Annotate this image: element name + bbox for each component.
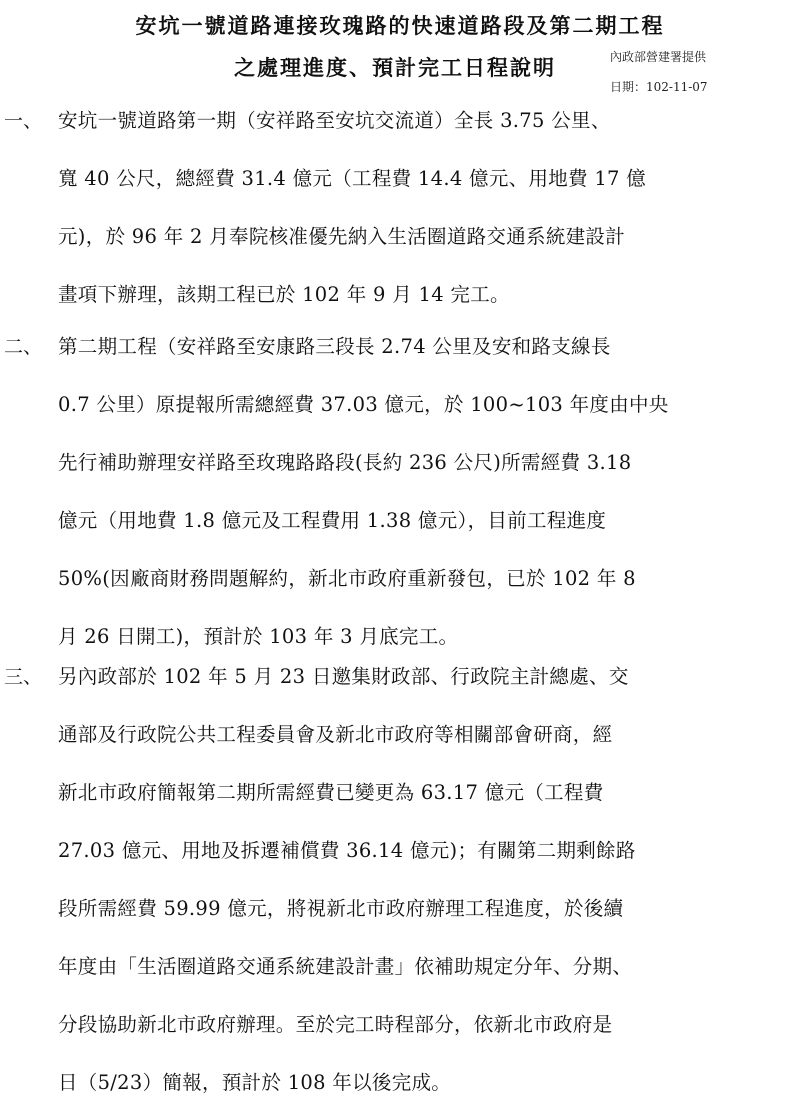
section-1-line-1: 安坑一號道路第一期（安祥路至安坑交流道）全長 3.75 公里、: [58, 109, 611, 132]
section-3-line-3: 新北市政府簡報第二期所需經費已變更為 63.17 億元（工程費: [58, 781, 604, 804]
section-2-line-5: 50%(因廠商財務問題解約，新北市政府重新發包，已於 102 年 8: [58, 567, 636, 590]
section-2-line-4: 億元（用地費 1.8 億元及工程費用 1.38 億元），目前工程進度: [58, 509, 607, 532]
section-3-line-5: 段所需經費 59.99 億元，將視新北市政府辦理工程進度，於後續: [58, 897, 624, 920]
section-1-line-2: 寬 40 公尺，總經費 31.4 億元（工程費 14.4 億元、用地費 17 億: [58, 167, 647, 190]
document-date: 日期：102-11-07: [610, 80, 708, 94]
section-3-line-4: 27.03 億元、用地及拆遷補償費 36.14 億元)；有關第二期剩餘路: [58, 839, 636, 862]
section-3-number: 三、: [4, 666, 43, 688]
section-2: [0, 318, 800, 666]
section-1-line-3: 元)，於 96 年 2 月奉院核准優先納入生活圈道路交通系統建設計: [58, 225, 626, 248]
section-2-number: 二、: [4, 336, 43, 358]
section-2-line-2: 0.7 公里）原提報所需總經費 37.03 億元，於 100~103 年度由中央: [58, 393, 669, 416]
section-3-line-1: 另內政部於 102 年 5 月 23 日邀集財政部、行政院主計總處、交: [58, 665, 629, 688]
section-1-number: 一、: [4, 110, 43, 132]
document-title-line-1: 安坑一號道路連接玫瑰路的快速道路段及第二期工程: [135, 13, 665, 38]
section-3-line-7: 分段協助新北市政府辦理。至於完工時程部分，依新北市政府是: [58, 1013, 613, 1036]
section-3-line-2: 通部及行政院公共工程委員會及新北市政府等相關部會研商，經: [58, 723, 613, 746]
section-2-line-3: 先行補助辦理安祥路至玫瑰路路段(長約 236 公尺)所需經費 3.18: [58, 451, 632, 474]
section-2-line-1: 第二期工程（安祥路至安康路三段長 2.74 公里及安和路支線長: [58, 335, 611, 358]
section-3-line-6: 年度由「生活圈道路交通系統建設計畫」依補助規定分年、分期、: [58, 955, 633, 978]
section-3: [0, 648, 800, 1112]
provider-note: 內政部營建署提供: [610, 50, 707, 64]
section-1-line-4: 畫項下辦理，該期工程已於 102 年 9 月 14 完工。: [58, 283, 510, 306]
document-title-line-2: 之處理進度、預計完工日程說明: [234, 55, 556, 80]
section-1: [0, 92, 800, 324]
section-3-line-8: 日（5/23）簡報，預計於 108 年以後完成。: [58, 1071, 452, 1094]
section-2-line-6: 月 26 日開工)，預計於 103 年 3 月底完工。: [58, 625, 459, 648]
